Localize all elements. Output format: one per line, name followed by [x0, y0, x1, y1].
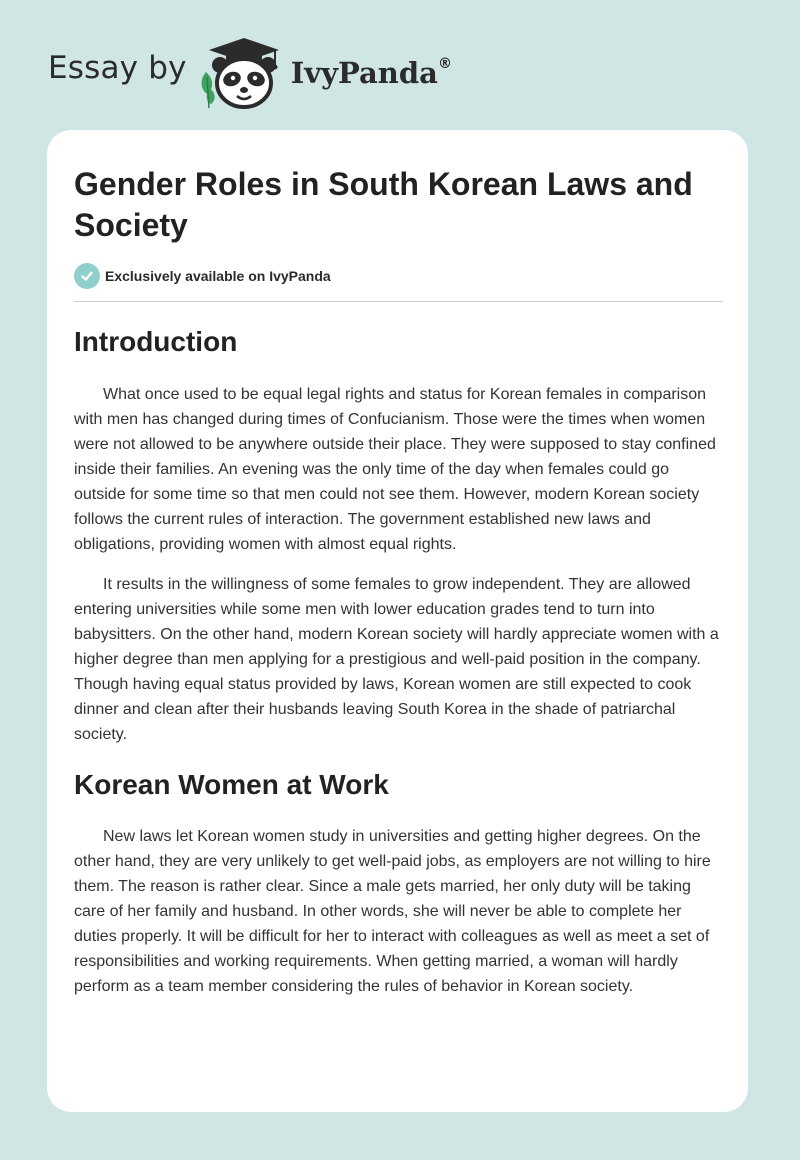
ivypanda-logo-icon[interactable] [197, 32, 289, 112]
brand-text: IvyPanda [290, 56, 438, 90]
exclusive-badge-text: Exclusively available on IvyPanda [105, 268, 331, 284]
paragraph: New laws let Korean women study in universities and getting higher degrees. On the other hand, they are very unlikely to get well-paid jobs, as employers are not willing to hire them. The reason is rather clear. Since a male gets married, her only duty will be taking care of her family and husband. In other words, she will never be able to complete her duties properly. It will be difficult for her to interact with colleagues as well as meet a set of responsibilities and working requirements. When getting married, a woman will hardly perform as a team member considering the rules of behavior in Korean society. [74, 828, 711, 995]
section-heading-korean-women-at-work: Korean Women at Work [74, 769, 389, 800]
essay-title: Gender Roles in South Korean Laws and Society [74, 166, 693, 243]
title-divider [74, 301, 723, 302]
exclusive-badge [74, 263, 723, 289]
paragraph: What once used to be equal legal rights and status for Korean females in comparison with men has changed during times of Confucianism. Those were the times when women were not allowed to be anywhere outside their place. They were supposed to stay confined inside their families. An evening was the only time of the day when females could go outside for some time so that men could not see them. However, modern Korean society follows the current rules of interaction. The government established new laws and obligations, providing women with almost equal rights. [74, 386, 716, 553]
site-header [48, 32, 452, 112]
brand-name[interactable] [291, 56, 452, 90]
check-icon [74, 263, 100, 289]
registered-mark: ® [437, 56, 452, 73]
essay-card [47, 130, 748, 1112]
paragraph: It results in the willingness of some females to grow independent. They are allowed entering universities while some men with lower education grades tend to turn into babysitters. On the other hand, modern Korean society will hardly appreciate women with a higher degree than men applying for a prestigious and well-paid position in the company. Though having equal status provided by laws, Korean women are still expected to cook dinner and clean after their husbands leaving South Korea in the shade of patriarchal society. [74, 576, 719, 743]
essay-content [74, 164, 723, 999]
essay-by-label: Essay by [48, 50, 187, 86]
section-heading-introduction: Introduction [74, 326, 238, 357]
